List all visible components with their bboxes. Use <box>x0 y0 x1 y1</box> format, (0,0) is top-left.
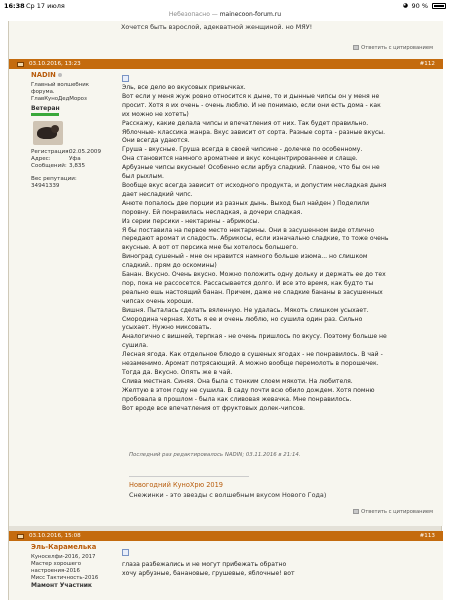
post-line: Банан. Вкусно. Очень вкусно. Можно положить одну дольку и держать ее до тех <box>122 271 386 279</box>
post-line: чипсах очень хороши. <box>122 297 194 305</box>
battery-percent: 90 % <box>411 2 428 10</box>
post-line: Она становится намного ароматнее и вкус концентрированнее и слаще. <box>122 155 358 163</box>
insecure-label: Небезопасно — <box>168 11 218 18</box>
post-line: вкусные. А вот от персика мне бы хотелось большего. <box>122 244 299 252</box>
post-number[interactable]: #113 <box>419 533 435 539</box>
date: Ср 17 июля <box>26 2 65 10</box>
post-datetime: 03.10.2016, 13:23 <box>29 61 81 67</box>
signature-text: Снежинки - это звезды с волшебным вкусом Нового Года) <box>129 491 327 499</box>
post-line: Вишня. Пыталась сделать вяленную. Не удалась. Мякоть слишком усыхает. <box>122 306 369 314</box>
battery-icon <box>432 3 446 9</box>
user-rank: Мамонт Участник <box>31 582 93 589</box>
user-meta: Регистрация:02.05.2009 Адрес: Уфа Сообщений: 3,835 Вес репутации: 34941339 <box>31 149 102 189</box>
post-113 <box>9 541 443 600</box>
wifi-icon: ◕ <box>402 2 408 9</box>
quote-reply-button[interactable]: Ответить с цитированием <box>353 45 433 51</box>
post-line: Вообще вкус всегда зависит от исходного продукта, и допустим несладкая дыня <box>122 181 387 189</box>
previous-post-tail <box>9 21 443 59</box>
post-doc-icon <box>122 549 129 556</box>
post-number[interactable]: #112 <box>419 61 435 67</box>
status-bar <box>0 0 450 11</box>
post-112 <box>9 69 443 499</box>
clock: 16:38 <box>4 2 25 10</box>
post-header <box>9 531 443 541</box>
post-content <box>122 561 438 579</box>
quote-icon <box>353 509 359 514</box>
signature-link[interactable]: Новогодний КуноХрю 2019 <box>129 481 224 489</box>
post-line: пробовала в прошлом - была как сливовая жевачка. Мне понравилось. <box>122 395 352 403</box>
post-line: Я бы поставила на первое место нектарины. Они в засушенном виде отлично <box>122 226 375 234</box>
post-line: хочу арбузные, банановые, грушевые, яблочные! вот <box>122 569 295 577</box>
post-line: Они всегда удаются. <box>122 137 190 145</box>
quote-icon <box>353 45 359 50</box>
username[interactable]: Эль-Карамелька <box>31 543 97 551</box>
post-icon <box>17 62 24 67</box>
post-icon <box>17 534 24 539</box>
post-line: передают аромат и сладость. Абрикосы, если изначально сладкие, то тоже очень <box>122 235 389 243</box>
post-line: Слива местная. Синяя. Она была с тонким слоем мякоти. На любителя. <box>122 377 353 385</box>
user-title: Куноселфи-2016, 2017 Мастер хорошего настроения-2016 Мисс Тактичность-2016 <box>31 554 99 581</box>
url-host: mainecoon-forum.ru <box>219 11 282 18</box>
post-line: глаза разбежались и не могут прибежать обратно <box>122 561 287 568</box>
edit-note: Последний раз редактировалось NADIN; 03.11.2016 в 21:14. <box>129 452 301 458</box>
post-content <box>122 84 438 414</box>
username[interactable]: NADIN <box>31 71 62 79</box>
post-line: незаменимо. Аромат потрясающий. А можно вообще перемолоть в порошечек. <box>122 360 379 368</box>
post-line: их можно не хотеть) <box>122 110 189 118</box>
post-112-footer <box>9 499 443 526</box>
post-line: Арбузные чипсы вкусные! Особенно если арбуз сладкий. Главное, что бы он не <box>122 164 380 172</box>
post-line: просит. Хотя я их очень - очень люблю. И не понимаю, если они есть дома - как <box>122 101 381 109</box>
previous-post-signature: Хочется быть взрослой, адекватной женщиной. но МЯУ! <box>121 23 313 31</box>
quote-reply-button[interactable]: Ответить с цитированием <box>353 509 433 515</box>
post-doc-icon <box>122 75 129 82</box>
post-line: сладкий.. прям до оскомины) <box>122 262 217 270</box>
post-line: сушила. <box>122 342 149 350</box>
post-line: Из серии персики - нектарины - абрикосы. <box>122 217 260 225</box>
post-line: был рыхлым. <box>122 173 164 181</box>
post-line: усыхает. Нужно миксовать. <box>122 324 212 332</box>
reputation-bar <box>31 113 59 116</box>
user-avatar[interactable] <box>33 121 63 145</box>
post-line: Смородина черная. Хоть я ее и очень люблю, но сушила один раз. Сильно <box>122 315 363 323</box>
post-line: Яблочные- классика жанра. Вкус зависит от сорта. Разные сорта - разные вкусы. <box>122 128 386 136</box>
post-line: Груша - вкусные. Груша всегда в своей чипсине - долечке по особенному. <box>122 146 363 154</box>
post-line: пор, пока не рассосется. Рассасывается долго. И все это время, как будто ты <box>122 279 374 287</box>
post-line: Анюте попалось две порции из разных дынь. Выход был найден ) Поделили <box>122 199 370 207</box>
post-line: Вот если у меня жуж ровно относится к дыне, то и дынные чипсы он у меня не <box>122 92 380 100</box>
post-line: реально ешь настоящий банан. Причем, даже не сладкие бананы в засушенных <box>122 288 383 296</box>
user-rank: Ветеран <box>31 105 60 112</box>
post-line: Эль, все дело во вкусовых привычках. <box>122 84 246 91</box>
signature-divider <box>129 476 249 477</box>
post-line: Расскажу, какие делала чипсы и впечатления от них. Так будет правильно. <box>122 119 369 127</box>
post-datetime: 03.10.2016, 15:08 <box>29 533 81 539</box>
forum-page <box>8 21 442 600</box>
offline-status-icon <box>58 73 62 77</box>
post-line: дает несладкий чипс. <box>122 190 193 198</box>
address-bar[interactable] <box>0 11 450 21</box>
user-title: Главный волшебник форума. ГлавКуноДедМороз <box>31 82 89 102</box>
post-line: Желтую в этом году не сушила. В саду почти всю обило дождем. Хотя помню <box>122 386 375 394</box>
post-line: Виноград сушеный - мне он нравится намного больше изюма... но слишком <box>122 253 368 261</box>
post-line: Аналогично с вишней, терпкая - не очень пришлось по вкусу. Поэтому больше не <box>122 333 387 341</box>
post-line: Лесная ягода. Как отдельное блюдо в сушеных ягодах - не понравилось. В чай - <box>122 351 383 359</box>
post-line: Тогда да. Вкусно. Опять же в чай. <box>122 369 233 376</box>
post-line: Вот вроде все впечатления от фруктовых долек-чипсов. <box>122 404 305 412</box>
post-header <box>9 59 443 69</box>
post-line: поровну. Ей понравилась несладкая, а дочери сладкая. <box>122 208 303 216</box>
